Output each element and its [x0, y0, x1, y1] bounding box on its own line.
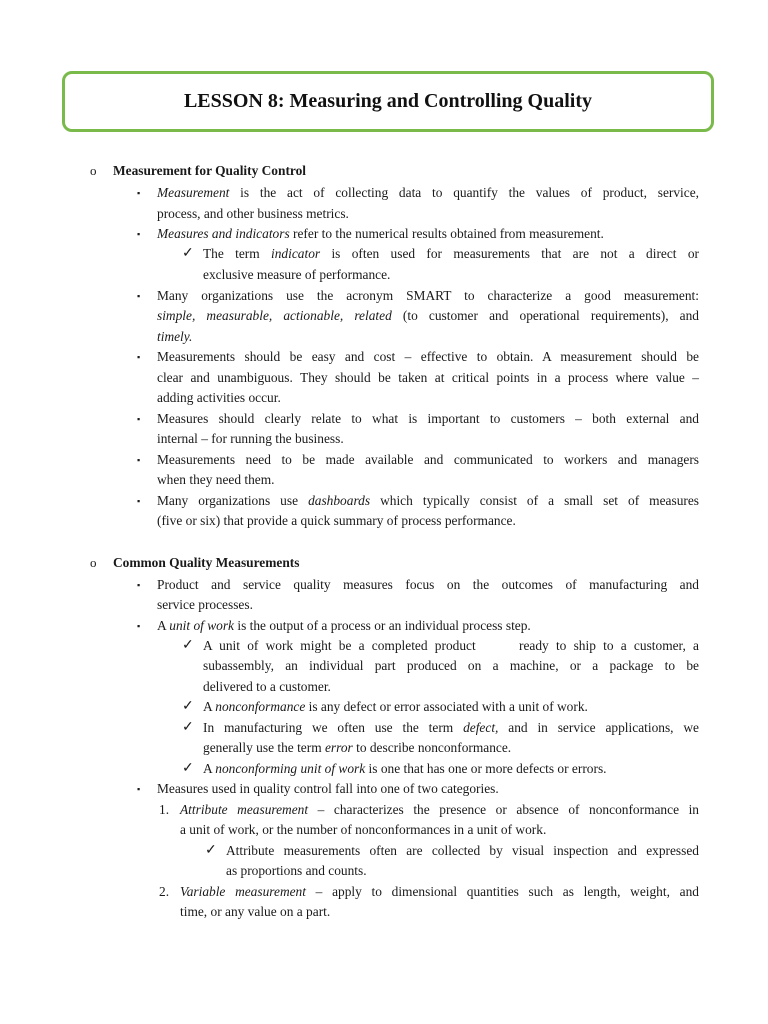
check-icon: ✓	[205, 843, 217, 858]
section-heading-measurement: Measurement for Quality Control	[113, 163, 307, 178]
check-indicator-line2: exclusive measure of performance.	[203, 267, 391, 282]
check-icon: ✓	[182, 720, 194, 735]
bullet-smart-line2: simple, measurable, actionable, related (to customer and operational requirements), and	[157, 308, 700, 323]
section-bullet: o	[90, 163, 97, 178]
list-number: 2.	[159, 884, 170, 899]
check-icon: ✓	[182, 761, 194, 776]
bullet-square: ▪	[137, 291, 141, 301]
bullet-available-line2: when they need them.	[157, 472, 275, 487]
check-indicator-line1: The term indicator is often used for measurements that are not a direct or	[203, 246, 699, 261]
check-icon: ✓	[182, 638, 194, 653]
check-unit-line1: A unit of work might be a completed product ready to ship to a customer, a	[203, 638, 699, 653]
bullet-dashboards-line1: Many organizations use dashboards which typically consist of a small set of measures	[157, 493, 700, 508]
bullet-square: ▪	[137, 229, 141, 239]
bullet-measures-indicators: Measures and indicators refer to the numerical results obtained from measurement.	[157, 226, 604, 241]
bullet-square: ▪	[137, 414, 141, 424]
bullet-dashboards-line2: (five or six) that provide a quick summary of process performance.	[157, 513, 516, 528]
check-attribute-line2: as proportions and counts.	[226, 863, 367, 878]
item-variable-line2: time, or any value on a part.	[180, 904, 331, 919]
check-nonconformance: A nonconformance is any defect or error associated with a unit of work.	[203, 699, 588, 714]
bullet-square: ▪	[137, 784, 141, 794]
title-box	[62, 71, 714, 132]
bullet-relate-line1: Measures should clearly relate to what is important to customers – both external and	[157, 411, 699, 426]
bullet-square: ▪	[137, 580, 141, 590]
bullet-square: ▪	[137, 455, 141, 465]
check-unit-line3: delivered to a customer.	[203, 679, 331, 694]
bullet-easy-line1: Measurements should be easy and cost – effective to obtain. A measurement should be	[157, 349, 699, 364]
bullet-smart-line3: timely.	[157, 329, 193, 344]
section-bullet: o	[90, 555, 97, 570]
check-defect-line1: In manufacturing we often use the term defect, and in service applications, we	[203, 720, 699, 735]
item-attribute-line1: Attribute measurement – characterizes the presence or absence of nonconformance in	[180, 802, 699, 817]
bullet-available-line1: Measurements need to be made available and communicated to workers and managers	[157, 452, 699, 467]
bullet-relate-line2: internal – for running the business.	[157, 431, 344, 446]
list-number: 1.	[159, 802, 170, 817]
bullet-unit-of-work: A unit of work is the output of a process or an individual process step.	[157, 618, 531, 633]
bullet-square: ▪	[137, 188, 141, 198]
bullet-categories: Measures used in quality control fall into one of two categories.	[157, 781, 499, 796]
bullet-square: ▪	[137, 621, 141, 631]
check-attribute-line1: Attribute measurements often are collected by visual inspection and expressed	[226, 843, 699, 858]
check-icon: ✓	[182, 699, 194, 714]
page-title: LESSON 8: Measuring and Controlling Quality	[183, 90, 593, 112]
bullet-easy-line2: clear and unambiguous. They should be taken at critical points in a process where value –	[157, 370, 699, 385]
item-variable-line1: Variable measurement – apply to dimensional quantities such as length, weight, and	[180, 884, 699, 899]
item-attribute-line2: a unit of work, or the number of nonconformances in a unit of work.	[180, 822, 547, 837]
bullet-smart-line1: Many organizations use the acronym SMART to characterize a good measurement:	[157, 288, 699, 303]
bullet-square: ▪	[137, 496, 141, 506]
section-heading-common: Common Quality Measurements	[113, 555, 300, 570]
bullet-measurement-line2: process, and other business metrics.	[157, 206, 349, 221]
bullet-easy-line3: adding activities occur.	[157, 390, 281, 405]
check-icon: ✓	[182, 246, 194, 261]
bullet-measurement-line1: Measurement is the act of collecting data to quantify the values of product, service,	[157, 185, 699, 200]
bullet-product-line1: Product and service quality measures focus on the outcomes of manufacturing and	[157, 577, 699, 592]
bullet-product-line2: service processes.	[157, 597, 253, 612]
check-unit-line2: subassembly, an individual part produced on a machine, or a package to be	[203, 658, 699, 673]
check-defect-line2: generally use the term error to describe nonconformance.	[203, 740, 512, 755]
bullet-square: ▪	[137, 352, 141, 362]
check-nonconforming-unit: A nonconforming unit of work is one that has one or more defects or errors.	[203, 761, 607, 776]
